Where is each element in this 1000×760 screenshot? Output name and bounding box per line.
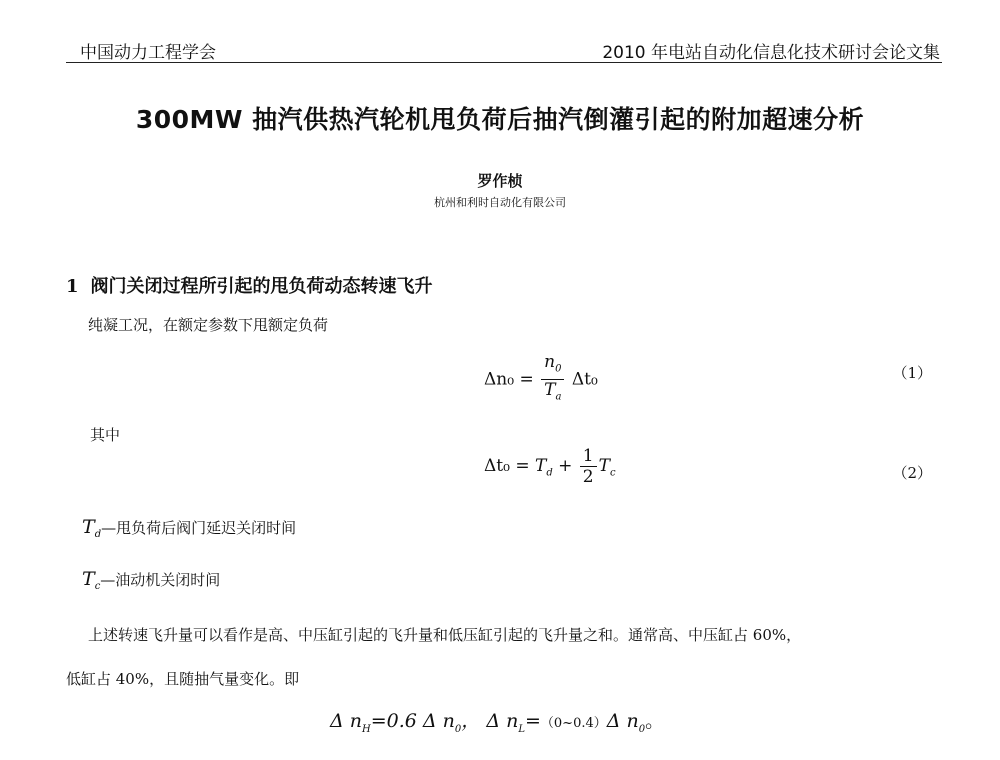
section-title: 阀门关闭过程所引起的甩负荷动态转速飞升 [90, 276, 433, 297]
author-affiliation: 杭州和利时自动化有限公司 [434, 196, 566, 209]
eq1-num: n [544, 352, 556, 372]
eq1-num-sub: 0 [555, 363, 562, 375]
running-header-right: 2010 年电站自动化信息化技术研讨会论文集 [602, 43, 940, 63]
intro-paragraph: 纯凝工况，在额定参数下甩额定负荷 [88, 316, 329, 334]
eq1-den-sub: a [555, 391, 562, 403]
body-paragraph-line-1: 上述转速飞升量可以看作是高、中压缸引起的飞升量和低压缸引起的飞升量之和。通常高、中压缸占 60%， [88, 626, 802, 644]
final-sub5: 0 [638, 723, 646, 735]
def1-symbol: T [82, 516, 95, 538]
final-equation [330, 706, 664, 735]
eq2-den: 2 [582, 467, 594, 487]
def2-symbol: T [82, 568, 95, 590]
def2-text: —油动机关闭时间 [100, 571, 221, 589]
eq1-fraction [541, 352, 564, 408]
eq2-t2-sub: c [609, 467, 616, 479]
eq2-t1: T [534, 456, 547, 476]
final-part2: =0.6 Δ n [370, 710, 455, 732]
body-paragraph-line-2: 低缸占 40%，且随抽气量变化。即 [66, 670, 300, 688]
eq1-lhs: Δn₀ = [484, 369, 534, 390]
final-sub1: H [362, 723, 371, 735]
final-part4: = [524, 710, 541, 732]
final-sub2: 0 [454, 723, 462, 735]
final-part3: ， Δ n [461, 710, 519, 732]
def2-sub: c [94, 581, 101, 592]
section-number: 1 [66, 276, 79, 297]
def1-sub: d [94, 529, 102, 540]
author-name: 罗作桢 [477, 172, 523, 190]
eq2-num: 1 [580, 446, 597, 467]
running-header-left: 中国动力工程学会 [80, 43, 216, 63]
eq2-t2: T [598, 456, 610, 476]
where-label: 其中 [90, 426, 121, 444]
equation-2 [484, 446, 684, 496]
final-range: （0~0.4） [540, 716, 607, 731]
eq2-lhs: Δt₀ = [484, 456, 530, 476]
eq2-t1-sub: d [546, 467, 553, 479]
eq2-plus: + [558, 456, 573, 476]
header-rule [66, 62, 942, 63]
equation-1 [484, 352, 684, 402]
final-sub3: L [518, 723, 525, 735]
final-part1: Δ n [330, 710, 362, 732]
equation-1-number: （1） [892, 364, 932, 382]
final-end: 。 [645, 710, 665, 732]
def1-text: —甩负荷后阀门延迟关闭时间 [101, 519, 297, 537]
section-1-heading [66, 272, 433, 298]
equation-2-number: （2） [892, 464, 932, 482]
eq2-fraction [580, 446, 597, 487]
eq1-rhs: Δt₀ [571, 369, 598, 390]
final-part5: Δ n [606, 710, 639, 732]
paper-title: 300MW 抽汽供热汽轮机甩负荷后抽汽倒灌引起的附加超速分析 [135, 105, 865, 134]
eq1-den: T [544, 380, 556, 401]
definition-td [82, 516, 296, 540]
definition-tc [82, 568, 220, 592]
